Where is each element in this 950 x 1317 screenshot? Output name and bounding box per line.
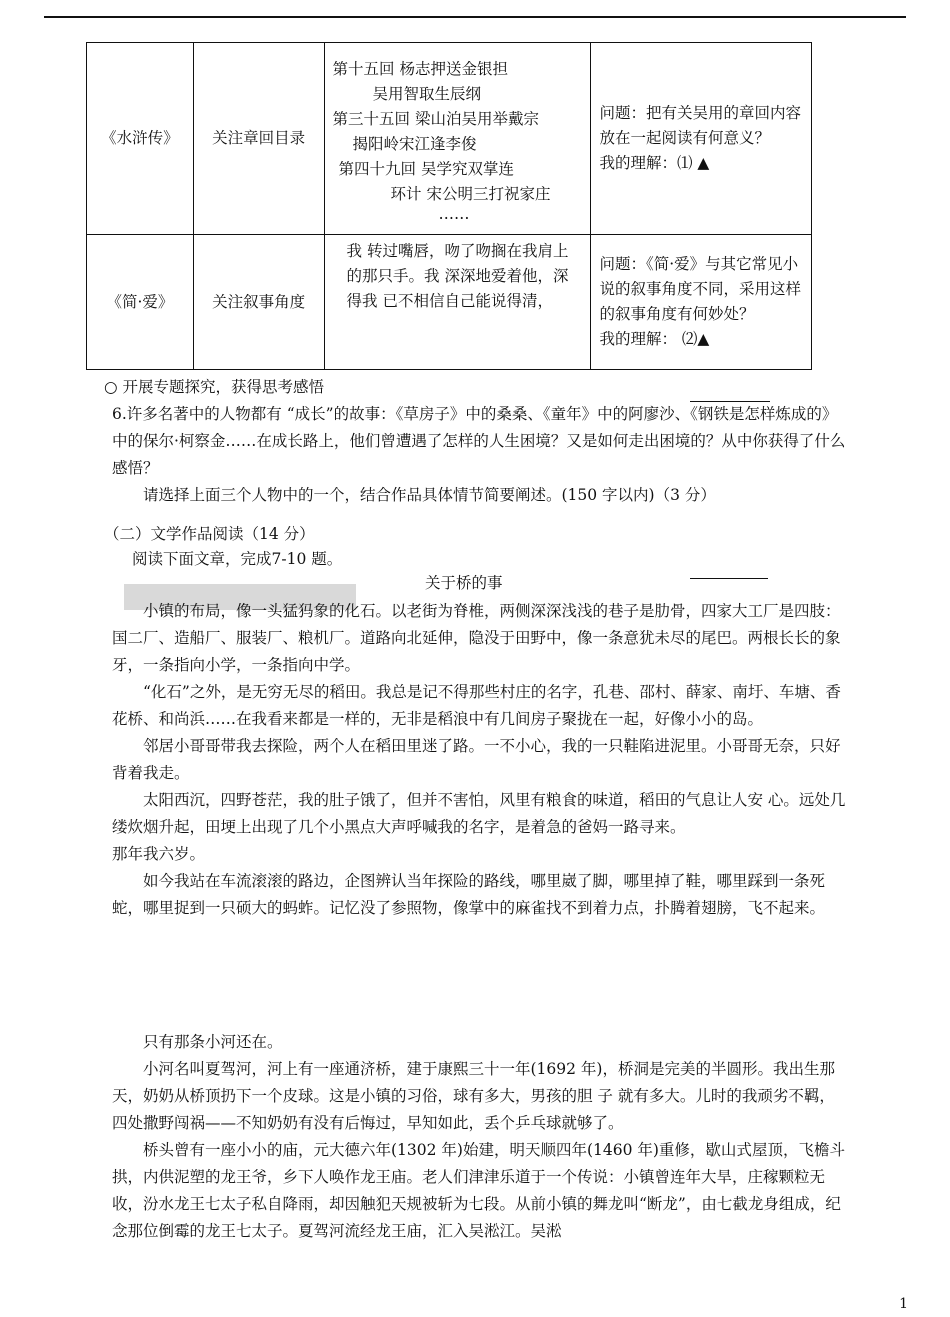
paragraph: 桥头曾有一座小小的庙，元大德六年(1302 年)始建，明天顺四年(1460 年)重修，歇山式屋顶，飞檐斗拱，内供泥塑的龙王爷，乡下人唤作龙王庙。老人们津津乐道于一个传说：小镇曾连年大旱，庄稼颗粒无收，汾水龙王七太子私自降雨，却因触犯天规被斩为七段。从前小镇的舞龙叫“断龙”，由七截龙身组成，纪念那位倒霉的龙王七太子。夏驾河流经龙王庙，汇入吴淞江。吴淞 [112, 1141, 845, 1240]
question-6 [112, 401, 847, 509]
question-text: 问题：把有关吴用的章回内容放在一起阅读有何意义？ [599, 104, 801, 147]
article-title: 关于桥的事 [425, 574, 503, 592]
chapter-line: 环计 宋公明三打祝家庄 [390, 184, 551, 203]
article-body-2 [112, 1029, 847, 1245]
underline-mark [690, 578, 768, 579]
part2-heading: （二）文学作品阅读（14 分） [104, 525, 315, 543]
answer-line: 我的理解：⑴ ▲ [599, 154, 710, 172]
table-row [87, 235, 812, 370]
question-6-text: 6.许多名著中的人物都有 “成长”的故事：《草房子》中的桑桑、《童年》中的阿廖沙、《钢铁是怎样炼成的》中的保尔·柯察金……在成长路上，他们曾遭遇了怎样的人生困境？又是如何走出困境的？从中你获得了什么感悟？ [112, 405, 846, 477]
ellipsis: …… [438, 204, 470, 223]
article-body-1 [112, 598, 847, 922]
book-title: 《简·爱》 [87, 235, 194, 370]
table-row [87, 43, 812, 235]
chapter-line: 吴用智取生辰纲 [372, 84, 482, 103]
paragraph: 如今我站在车流滚滚的路边，企图辨认当年探险的路线，哪里崴了脚，哪里掉了鞋，哪里踩到一条死蛇，哪里捉到一只硕大的蚂蚱。记忆没了参照物，像掌中的麻雀找不到着力点，扑腾着翅膀，飞不起来。 [112, 872, 826, 917]
reading-table [86, 42, 812, 370]
chapter-line: 揭阳岭宋江逢李俊 [352, 134, 477, 153]
chapter-list [324, 43, 591, 235]
question-text: 问题：《简·爱》与其它常见小说的叙事角度不同，采用这样的叙事角度有何妙处？ [599, 255, 801, 323]
excerpt-cell [324, 235, 591, 370]
page-number: 1 [899, 1296, 908, 1312]
paragraph: 小河名叫夏驾河，河上有一座通济桥，建于康熙三十一年(1692 年)，桥洞是完美的半圆形。我出生那天，奶奶从桥顶扔下一个皮球。这是小镇的习俗，球有多大，男孩的胆 子 就有多大。儿时的我顽劣不羁，四处撒野闯祸——不知奶奶有没有后悔过，早知如此，丢个乒乓球就够了。 [112, 1060, 835, 1132]
chapter-line: 第四十九回 吴学究双掌连 [338, 159, 514, 178]
chapter-line: 第十五回 杨志押送金银担 [332, 59, 508, 78]
paragraph: “化石”之外，是无穷无尽的稻田。我总是记不得那些村庄的名字，孔巷、邵村、薛家、南圩、车塘、香花桥、和尚浜……在我看来都是一样的，无非是稻浪中有几间房子聚拢在一起，好像小小的岛。 [112, 683, 841, 728]
section-topic: ○ 开展专题探究，获得思考感悟 [104, 378, 324, 396]
part2-instruction: 阅读下面文章，完成7-10 题。 [132, 550, 343, 568]
paragraph: 小镇的布局，像一头猛犸象的化石。以老街为脊椎，两侧深深浅浅的巷子是肋骨，四家大工厂是四肢：国二厂、造船厂、服装厂、粮机厂。道路向北延伸，隐没于田野中，像一条意犹未尽的尾巴。两根长长的象牙，一条指向小学，一条指向中学。 [112, 602, 841, 674]
paragraph: 邻居小哥哥带我去探险，两个人在稻田里迷了路。一不小心，我的一只鞋陷进泥里。小哥哥无奈，只好背着我走。 [112, 737, 841, 782]
book-title: 《水浒传》 [87, 43, 194, 235]
paragraph: 太阳西沉，四野苍茫，我的肚子饿了，但并不害怕，风里有粮食的味道，稻田的气息让人安 心。远处几缕炊烟升起，田埂上出现了几个小黑点大声呼喊我的名字，是着急的爸妈一路寻来。 [112, 791, 846, 836]
question-6-instruction: 请选择上面三个人物中的一个，结合作品具体情节简要阐述。(150 字以内)（3 分） [143, 486, 716, 504]
question-cell [591, 235, 812, 370]
excerpt-text: 我 转过嘴唇，吻了吻搁在我肩上的那只手。我 深深地爱着他，深得我 已不相信自己能说得清， [346, 242, 569, 310]
header-rule [44, 16, 906, 18]
question-cell [591, 43, 812, 235]
chapter-line: 第三十五回 梁山泊吴用举戴宗 [332, 109, 539, 128]
focus-label: 关注章回目录 [193, 43, 324, 235]
paragraph: 只有那条小河还在。 [143, 1033, 283, 1051]
answer-line: 我的理解： ⑵▲ [599, 330, 710, 348]
focus-label: 关注叙事角度 [193, 235, 324, 370]
paragraph: 那年我六岁。 [112, 845, 206, 863]
